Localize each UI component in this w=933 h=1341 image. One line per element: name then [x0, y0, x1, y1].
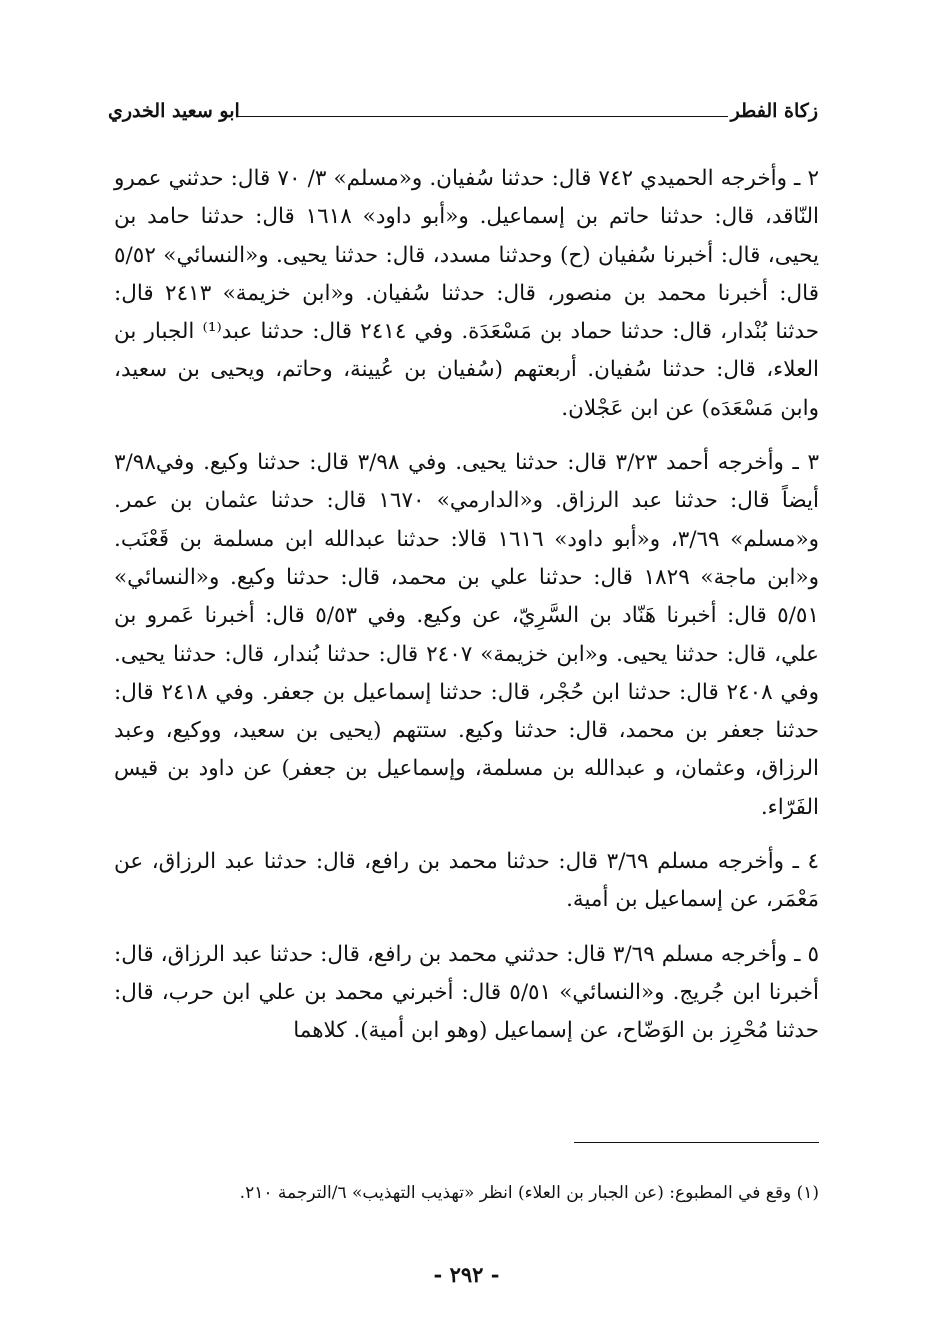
paragraph-5: ٥ ـ وأخرجه مسلم ٣/٦٩ قال: حدثني محمد بن رافع، قال: حدثنا عبد الرزاق، قال: أخبرنا ابن جُريج. و«النسائي» ٥/٥١ قال: أخبرني محمد بن علي ابن حرب، قال: حدثنا مُحْرِز بن الوَضّاح، عن إسماعيل (وهو ابن أمية). كلاهما: [114, 941, 820, 1044]
chapter-title: زكاة الفطر: [730, 100, 818, 122]
footnote-separator: [574, 1142, 819, 1143]
page-number: - ٢٩٢ -: [433, 1262, 500, 1287]
footnote: (١) وقع في المطبوع: (عن الجبار بن العلاء) انظر «تهذيب التهذيب» ٦/الترجمة ٢١٠.: [239, 1183, 819, 1203]
paragraph-2: ٢ ـ وأخرجه الحميدي ٧٤٢ قال: حدثنا سُفيان. و«مسلم» ٣/ ٧٠ قال: حدثني عمرو النّاقد، قال: حدثنا حاتم بن إسماعيل. و«أبو داود» ١٦١٨ قال: حدثنا حامد بن يحيى، قال: أخبرنا سُفيان (ح) وحدثنا مسدد، قال: حدثنا يحيى. و«النسائي» ٥/٥٢ قال: أخبرنا محمد بن منصور، قال: حدثنا سُفيان. و«ابن خزيمة» ٢٤١٣ قال: حدثنا بُنْدار، قال: حدثنا حماد بن مَسْعَدَة. وفي ٢٤١٤ قال: حدثنا عبد⁽¹⁾ الجبار بن العلاء، قال: حدثنا سُفيان. أربعتهم (سُفيان بن عُيينة، وحاتم، ويحيى بن سعيد، وابن مَسْعَدَه) عن ابن عَجْلان.: [114, 166, 819, 421]
header-rule: [238, 116, 728, 117]
paragraph-4: ٤ ـ وأخرجه مسلم ٣/٦٩ قال: حدثنا محمد بن رافع، قال: حدثنا عبد الرزاق، عن مَعْمَر، عن إسماعيل بن أمية.: [114, 849, 820, 913]
main-text: [114, 160, 819, 1067]
paragraph-3: ٣ ـ وأخرجه أحمد ٣/٢٣ قال: حدثنا يحيى. وفي ٣/٩٨ قال: حدثنا وكيع. وفي٣/٩٨ أيضاً قال: حدثنا عبد الرزاق. و«الدارمي» ١٦٧٠ قال: حدثنا عثمان بن عمر. و«مسلم» ٣/٦٩، و«أبو داود» ١٦١٦ قالا: حدثنا عبدالله ابن مسلمة بن قَعْنَب. و«ابن ماجة» ١٨٢٩ قال: حدثنا علي بن محمد، قال: حدثنا وكيع. و«النسائي» ٥/٥١ قال: أخبرنا هَنّاد بن السَّرِيّ، عن وكيع. وفي ٥/٥٣ قال: أخبرنا عَمرو بن علي، قال: حدثنا يحيى. و«ابن خزيمة» ٢٤٠٧ قال: حدثنا بُندار، قال: حدثنا يحيى. وفي ٢٤٠٨ قال: حدثنا ابن حُجْر، قال: حدثنا إسماعيل بن جعفر. وفي ٢٤١٨ قال: حدثنا جعفر بن محمد، قال: حدثنا وكيع. ستتهم (يحيى بن سعيد، ووكيع، وعبد الرزاق، وعثمان، و عبدالله بن مسلمة، وإسماعيل بن جعفر) عن داود بن قيس الفَرّاء.: [114, 450, 820, 820]
section-title: ابو سعيد الخدري: [108, 100, 240, 122]
running-header: [108, 98, 818, 124]
